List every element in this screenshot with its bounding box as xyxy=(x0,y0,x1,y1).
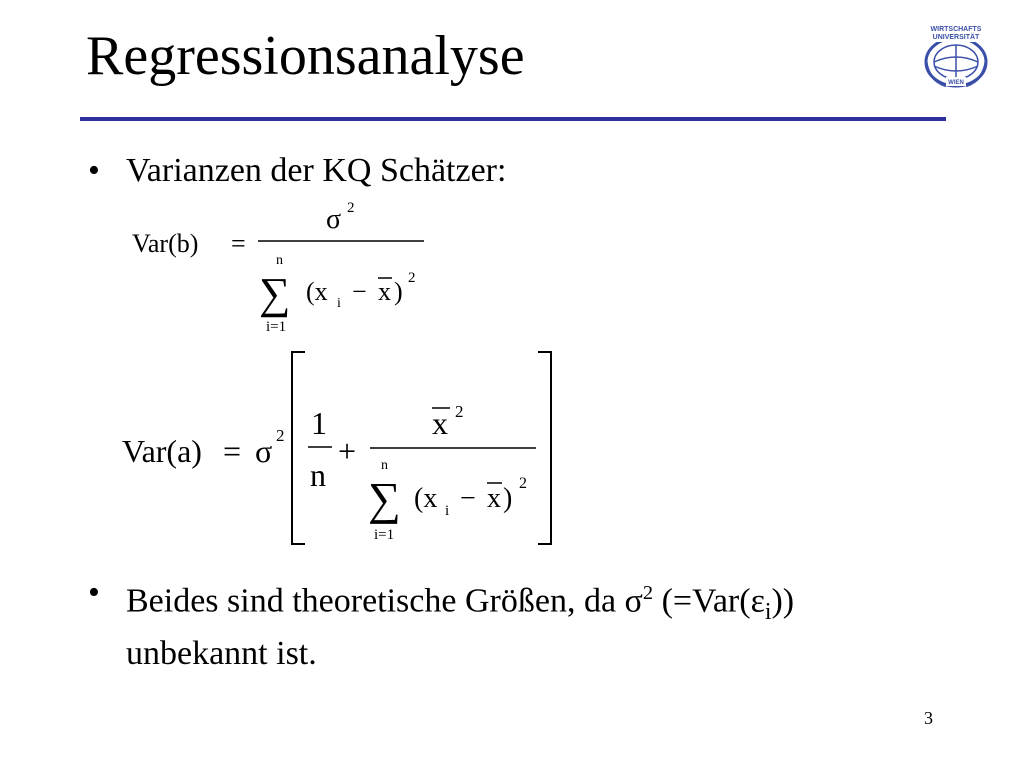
logo-text-line3: WIEN xyxy=(948,80,964,86)
var-a-sum-upper: n xyxy=(381,458,388,473)
var-a-equals: = xyxy=(223,433,242,469)
bullet-marker: • xyxy=(88,574,100,611)
var-a-one: 1 xyxy=(311,405,327,441)
logo-text-line2: UNIVERSITÄT xyxy=(932,34,980,41)
var-b-sum-symbol: ∑ xyxy=(259,269,291,318)
bullet2-line2: unbekannt ist. xyxy=(126,635,317,673)
var-b-sum-lower: i=1 xyxy=(266,319,287,335)
var-a-lhs: Var(a) xyxy=(122,433,202,469)
var-a-numerator-exp: 2 xyxy=(455,402,464,421)
bullet-text-variances: Varianzen der KQ Schätzer: xyxy=(126,152,507,189)
var-a-sum-symbol: ∑ xyxy=(368,473,401,524)
var-a-plus: + xyxy=(338,433,357,469)
var-a-exp: 2 xyxy=(519,475,527,492)
bullet2-subscript: i xyxy=(764,599,772,626)
var-b-sum-upper: n xyxy=(276,253,283,268)
var-a-open-paren: (x xyxy=(414,483,438,514)
var-b-lhs: Var(b) xyxy=(132,229,199,258)
var-b-minus: − xyxy=(352,277,367,306)
var-b-exp: 2 xyxy=(408,270,416,286)
var-b-equals: = xyxy=(231,229,246,258)
var-a-numerator-xbar: x xyxy=(432,405,448,441)
var-a-sigma: σ xyxy=(255,433,273,469)
var-b-numerator-sigma: σ xyxy=(326,204,342,235)
logo-text-line1: WIRTSCHAFTS xyxy=(930,26,982,33)
slide-title: Regressionsanalyse xyxy=(86,25,525,87)
var-a-close-paren: ) xyxy=(503,483,513,514)
var-b-numerator-exp: 2 xyxy=(347,200,355,216)
bullet-marker: • xyxy=(88,152,100,189)
var-a-xbar: x xyxy=(487,483,501,514)
page-number: 3 xyxy=(924,708,933,728)
bullet2-text-middle: (=Var(ε xyxy=(653,582,765,620)
var-a-sigma-exp: 2 xyxy=(276,426,285,445)
var-a-sub-i: i xyxy=(445,503,450,519)
var-a-minus: − xyxy=(460,483,476,514)
var-a-n: n xyxy=(310,457,326,493)
var-b-close-paren: ) xyxy=(394,277,403,306)
var-b-open-paren: (x xyxy=(306,277,328,306)
bullet-text-theoretical xyxy=(126,572,966,675)
bullet2-text-before: Beides sind theoretische Größen, da σ xyxy=(126,582,643,620)
bullet2-text-after: )) xyxy=(771,582,795,620)
bullet2-superscript: 2 xyxy=(642,582,654,604)
var-b-xbar: x xyxy=(378,277,391,306)
var-a-sum-lower: i=1 xyxy=(374,527,395,543)
left-bracket xyxy=(292,352,305,544)
right-bracket xyxy=(538,352,551,544)
var-b-sub-i: i xyxy=(337,296,341,311)
